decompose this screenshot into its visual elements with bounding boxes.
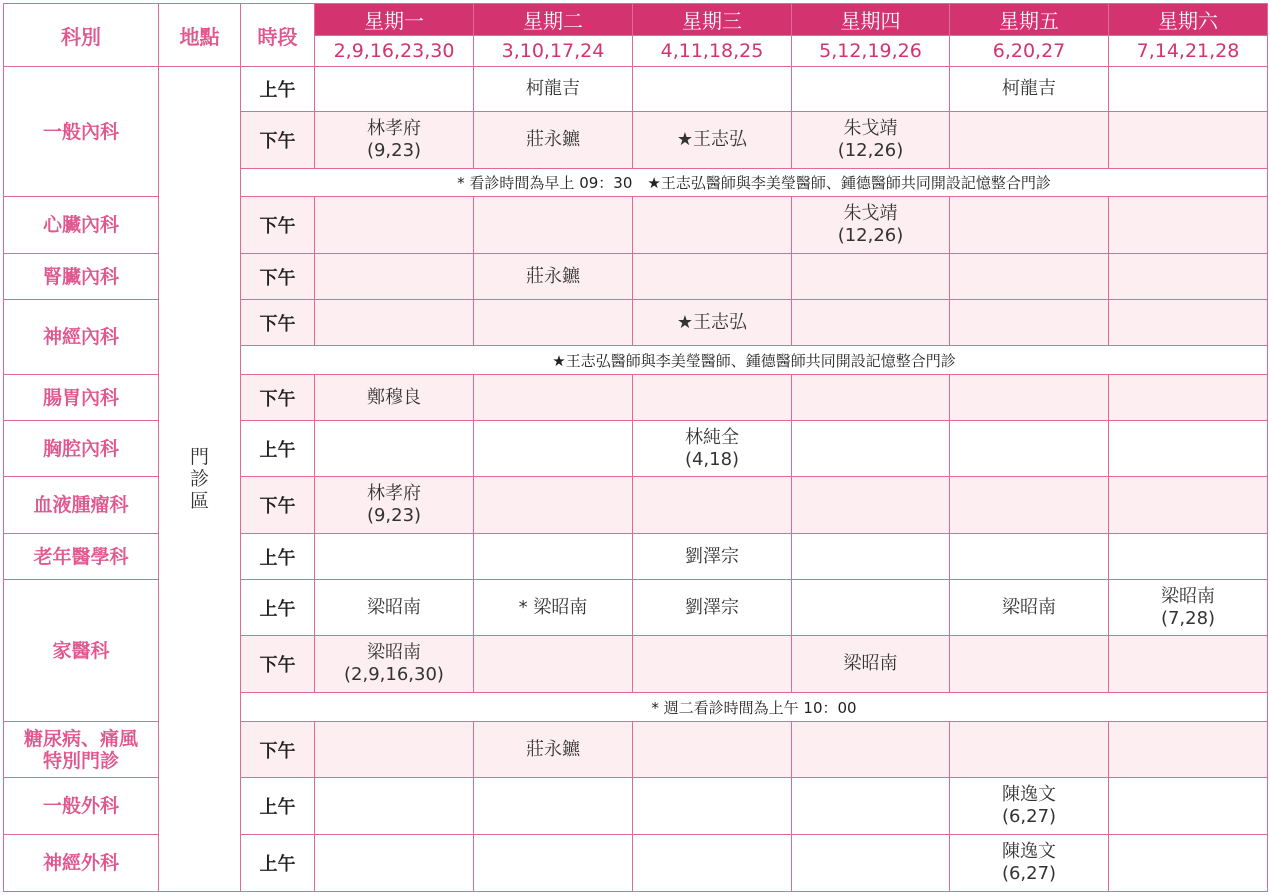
day-header: 星期五 — [950, 4, 1109, 36]
schedule-cell — [792, 477, 950, 534]
schedule-cell — [950, 778, 1109, 835]
schedule-cell — [792, 197, 950, 254]
schedule-cell — [950, 722, 1109, 778]
schedule-cell — [1109, 580, 1268, 636]
cell-line: 梁昭南 — [843, 653, 898, 674]
schedule-cell — [633, 636, 792, 693]
cell-line: (12,26) — [837, 140, 904, 161]
cell-line: 朱戈靖 — [843, 118, 898, 139]
day-header: 星期六 — [1109, 4, 1268, 36]
schedule-cell — [315, 421, 474, 477]
period-am: 上午 — [241, 421, 315, 477]
schedule-cell — [792, 67, 950, 112]
period-pm: 下午 — [241, 477, 315, 534]
period-am: 上午 — [241, 67, 315, 112]
cell-line: 劉澤宗 — [685, 545, 739, 567]
cell-line: (6,27) — [1001, 863, 1057, 884]
date-header: 5,12,19,26 — [792, 36, 950, 67]
cell-line: 陳逸文 — [1002, 841, 1056, 862]
schedule-cell — [315, 197, 474, 254]
schedule-cell — [315, 722, 474, 778]
schedule-cell — [950, 300, 1109, 346]
schedule-cell — [792, 722, 950, 778]
schedule-cell — [792, 778, 950, 835]
schedule-cell — [1109, 835, 1268, 892]
date-header: 3,10,17,24 — [474, 36, 633, 67]
schedule-cell — [474, 375, 633, 421]
schedule-cell — [474, 580, 633, 636]
schedule-cell — [474, 636, 633, 693]
schedule-cell — [474, 254, 633, 300]
schedule-cell — [474, 722, 633, 778]
cell-line: 林孝府 — [367, 483, 421, 504]
schedule-cell — [474, 477, 633, 534]
cell-line: (12,26) — [837, 225, 904, 246]
schedule-cell — [792, 375, 950, 421]
note-family: * 週二看診時間為上午 10：00 — [241, 693, 1268, 722]
schedule-cell — [315, 778, 474, 835]
schedule-cell — [792, 254, 950, 300]
schedule-cell — [1109, 254, 1268, 300]
dept-neurosurgery: 神經外科 — [4, 835, 159, 892]
cell-line: (9,23) — [366, 140, 422, 161]
schedule-cell — [1109, 112, 1268, 169]
schedule-cell — [315, 112, 474, 169]
cell-line: (7,28) — [1160, 607, 1216, 629]
schedule-cell: 柯龍吉 — [474, 67, 633, 112]
cell-line: 莊永鑣 — [526, 265, 580, 287]
schedule-cell — [792, 636, 950, 693]
header-location: 地點 — [159, 4, 241, 67]
cell-line: 陳逸文 — [1002, 784, 1056, 805]
schedule-cell — [315, 300, 474, 346]
schedule-cell — [633, 534, 792, 580]
schedule-cell — [633, 722, 792, 778]
schedule-cell — [1109, 636, 1268, 693]
dept-diabetes-gout-clinic: 糖尿病、痛風 特別門診 — [4, 722, 159, 778]
dept-family-medicine: 家醫科 — [4, 580, 159, 722]
schedule-cell — [633, 112, 792, 169]
day-header: 星期二 — [474, 4, 633, 36]
schedule-cell — [792, 835, 950, 892]
schedule-cell — [1109, 300, 1268, 346]
cell-line: 林孝府 — [367, 118, 421, 139]
dept-general-surgery: 一般外科 — [4, 778, 159, 835]
period-pm: 下午 — [241, 197, 315, 254]
dept-nephrology: 腎臟內科 — [4, 254, 159, 300]
schedule-cell — [1109, 67, 1268, 112]
clinic-schedule-table — [3, 3, 1268, 892]
dept-cardiology: 心臟內科 — [4, 197, 159, 254]
schedule-cell — [474, 300, 633, 346]
schedule-cell — [1109, 778, 1268, 835]
schedule-cell — [792, 534, 950, 580]
schedule-cell — [633, 300, 792, 346]
dept-chest-medicine: 胸腔內科 — [4, 421, 159, 477]
period-pm: 下午 — [241, 375, 315, 421]
period-am: 上午 — [241, 534, 315, 580]
schedule-cell — [950, 636, 1109, 693]
schedule-cell: 柯龍吉 — [950, 67, 1109, 112]
schedule-cell — [474, 534, 633, 580]
schedule-cell — [950, 254, 1109, 300]
cell-line: 梁昭南 — [1161, 585, 1215, 607]
schedule-cell — [950, 421, 1109, 477]
schedule-cell — [950, 835, 1109, 892]
dept-hematology-oncology: 血液腫瘤科 — [4, 477, 159, 534]
schedule-cell — [315, 580, 474, 636]
dept-geriatrics: 老年醫學科 — [4, 534, 159, 580]
schedule-cell — [315, 67, 474, 112]
cell-line: ★王志弘 — [676, 311, 748, 333]
period-am: 上午 — [241, 835, 315, 892]
cell-line: 梁昭南 — [367, 642, 421, 663]
schedule-cell — [950, 112, 1109, 169]
schedule-cell — [792, 580, 950, 636]
schedule-cell — [950, 197, 1109, 254]
schedule-cell — [1109, 722, 1268, 778]
cell-line: 劉澤宗 — [685, 596, 739, 618]
schedule-cell — [633, 778, 792, 835]
schedule-cell — [633, 197, 792, 254]
schedule-cell — [950, 477, 1109, 534]
cell-line: 梁昭南 — [1002, 596, 1056, 618]
cell-line: 鄭穆良 — [367, 386, 421, 408]
schedule-cell — [315, 254, 474, 300]
day-header: 星期四 — [792, 4, 950, 36]
schedule-cell — [633, 835, 792, 892]
schedule-cell — [474, 835, 633, 892]
cell-line: (6,27) — [1001, 806, 1057, 827]
schedule-cell — [792, 421, 950, 477]
schedule-cell — [474, 778, 633, 835]
period-pm: 下午 — [241, 112, 315, 169]
dept-gastroenterology: 腸胃內科 — [4, 375, 159, 421]
cell-line: 梁昭南 — [367, 596, 421, 618]
schedule-cell — [633, 67, 792, 112]
cell-line: 莊永鑣 — [526, 129, 580, 150]
schedule-cell — [950, 534, 1109, 580]
period-pm: 下午 — [241, 300, 315, 346]
schedule-cell — [633, 375, 792, 421]
schedule-cell — [1109, 477, 1268, 534]
cell-line: 朱戈靖 — [843, 203, 898, 224]
schedule-cell — [315, 534, 474, 580]
cell-line: ★王志弘 — [676, 129, 748, 150]
cell-line: * 梁昭南 — [518, 596, 588, 618]
schedule-cell — [633, 477, 792, 534]
schedule-cell — [950, 580, 1109, 636]
header-period: 時段 — [241, 4, 315, 67]
schedule-cell — [1109, 534, 1268, 580]
cell-line: (4,18) — [684, 448, 740, 470]
schedule-cell — [633, 254, 792, 300]
cell-line: (2,9,16,30) — [344, 664, 444, 685]
cell-line: 林純全 — [685, 426, 739, 448]
note-neuro: ★王志弘醫師與李美瑩醫師、鍾德醫師共同開設記憶整合門診 — [241, 346, 1268, 375]
cell-line: (9,23) — [366, 505, 422, 526]
schedule-cell — [315, 835, 474, 892]
schedule-cell — [474, 112, 633, 169]
date-header: 6,20,27 — [950, 36, 1109, 67]
schedule-cell — [950, 375, 1109, 421]
schedule-cell — [792, 300, 950, 346]
schedule-cell — [633, 580, 792, 636]
schedule-cell — [315, 375, 474, 421]
location-outpatient-area: 門 診 區 — [159, 67, 241, 892]
dept-general-medicine: 一般內科 — [4, 67, 159, 197]
schedule-cell — [474, 197, 633, 254]
period-pm: 下午 — [241, 636, 315, 693]
period-am: 上午 — [241, 778, 315, 835]
date-header: 2,9,16,23,30 — [315, 36, 474, 67]
day-header: 星期一 — [315, 4, 474, 36]
schedule-cell — [633, 421, 792, 477]
schedule-cell — [1109, 421, 1268, 477]
period-pm: 下午 — [241, 722, 315, 778]
schedule-cell — [315, 477, 474, 534]
header-dept: 科別 — [4, 4, 159, 67]
schedule-cell — [792, 112, 950, 169]
period-pm: 下午 — [241, 254, 315, 300]
day-header: 星期三 — [633, 4, 792, 36]
dept-neurology: 神經內科 — [4, 300, 159, 375]
period-am: 上午 — [241, 580, 315, 636]
date-header: 4,11,18,25 — [633, 36, 792, 67]
note-general: * 看診時間為早上 09：30 ★王志弘醫師與李美瑩醫師、鍾德醫師共同開設記憶整合門診 — [241, 169, 1268, 197]
schedule-cell — [315, 636, 474, 693]
cell-line: 莊永鑣 — [526, 738, 580, 760]
date-header: 7,14,21,28 — [1109, 36, 1268, 67]
schedule-cell — [474, 421, 633, 477]
schedule-cell — [1109, 197, 1268, 254]
schedule-cell — [1109, 375, 1268, 421]
